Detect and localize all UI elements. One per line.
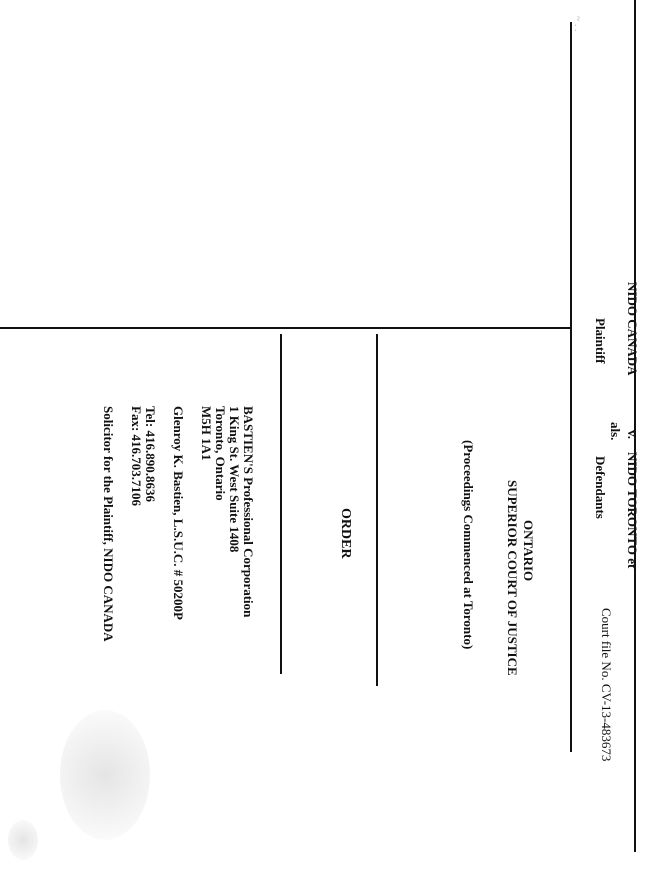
scan-smudge (8, 820, 38, 860)
firm-postal-code: M5H 1A1 (199, 406, 214, 461)
telephone: Tel: 416.890.8636 (143, 406, 158, 502)
handwritten-mark: ~ . . (572, 16, 583, 32)
backsheet-fold-line (0, 327, 572, 329)
header-divider-line (570, 22, 572, 752)
firm-address-line2: Toronto, Ontario (213, 406, 228, 501)
order-box-line-bottom (280, 334, 282, 674)
order-box-line-top (376, 334, 378, 686)
fax: Fax: 416.703.7106 (129, 406, 144, 507)
court-name: SUPERIOR COURT OF JUSTICE (505, 480, 520, 676)
court-proceedings: (Proceedings Commenced at Toronto) (461, 440, 476, 650)
plaintiff-name: NIDO CANADA (625, 282, 640, 376)
firm-address-line1: 1 King St. West Suite 1408 (227, 406, 242, 553)
defendant-name: NIDO TORONTO et (625, 452, 640, 569)
versus-label: v. (625, 430, 640, 440)
firm-name: BASTIEN'S Professional Corporation (241, 406, 256, 618)
solicitor-role: Solicitor for the Plaintiff, NIDO CANADA (101, 406, 116, 642)
document-title: ORDER (338, 508, 353, 559)
court-file-number: Court file No. CV-13-483673 (599, 608, 614, 762)
lawyer-name: Glenroy K. Bastien, L.S.U.C. # 50200P (171, 406, 186, 620)
defendant-role: Defendants (593, 456, 608, 519)
als-label: als. (608, 422, 623, 441)
court-province: ONTARIO (521, 520, 536, 582)
plaintiff-role: Plaintiff (593, 318, 608, 364)
right-border-line (634, 0, 636, 852)
scan-smudge (60, 710, 150, 840)
